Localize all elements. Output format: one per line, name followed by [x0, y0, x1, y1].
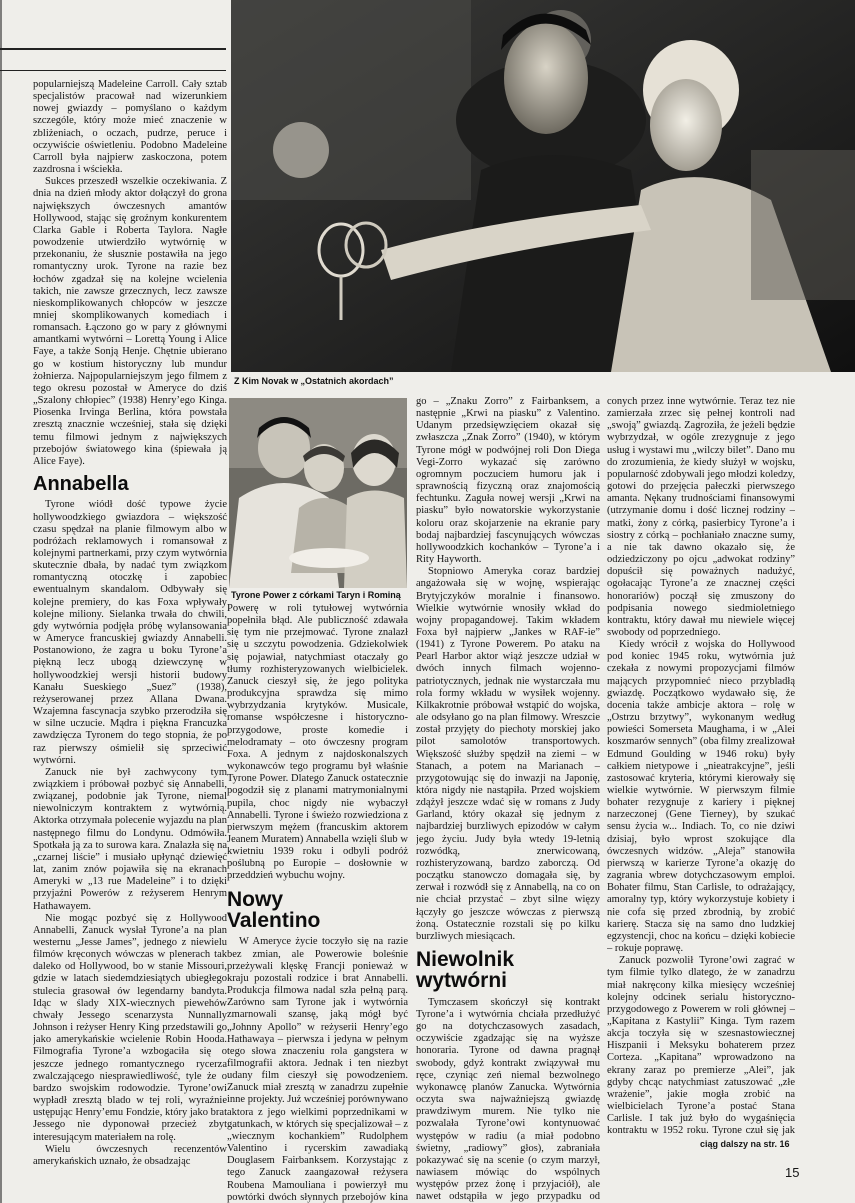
col1-paragraph: Nie mogąc pozbyć się z Hollywood Annabelli, Zanuck wysłał Tyrone’a na plan westernu „Jesse James”, jednego z niewielu filmów kręconych wówczas w plenerach tak daleko od Hollywood, bo w stanie Missouri, gdzie w latach siedemdziesiątych ubiegłego stulecia grasował ów legendarny bandyta. Idąc w ślady XIX-wiecznych piewehów chwały Jessego scenarzysta Nunnally Johnson i reżyser Henry King przedstawili go jako amerykańskie wcielenie Robin Hooda. Filmografia Tyrone’a wzbogaciła się o jeszcze jednego romantycznego rycerza zwalczającego niesprawiedliwość, tyle że o bardzo swojskim rodowodzie. Tyrone’owi wypładł zresztą blado w tej roli, wyraźnie ustępując Henry’emu Fondzie, który jako brat Jessego nie dyponował przecież zbyt interesującym materiałem na rolę.: [33, 912, 227, 1143]
col2-paragraph: Powerę w roli tytułowej wytwórnia popełniła błąd. Ale publiczność zdawała się tym nie przejmować. Tyrone znalazł się u szczytu powodzenia. Gdziekolwiek się pojawiał, natychmiast otaczały go tłumy rozhisteryzowanych wielbicielek. Zanuck cieszył się, że jego polityka produkcyjna sprawdza się mimo wybrzydzania krytyków. Musicale, romanse współczesne i historyczno-przygodowe, proste komedie i melodramaty – oto ówczesny program Foxa. A jednym z najdoskonalszych wykonawców tego programu był właśnie Tyrone Power. Dlatego Zanuck ostatecznie pogodził się z planami matrymonialnymi pupila, choc nigdy nie wybaczył Annabelli. Tyrone i świeżo rozwiedziona z pierwszym mężem (francuskim aktorem Jeanem Muratem) Annabella wzięli ślub w kwietniu 1939 roku i odbyli podróż poślubną po Europie – dosłownie w przeddzień wybuchu wojny.: [227, 603, 408, 882]
col3-paragraph: go – „Znaku Zorro” z Fairbanksem, a następnie „Krwi na piasku” z Valentino. Udanym przedsięwzięciem okazał się zwłaszcza „Znak Zorro” (1940), w którym Tyrone mógł w podwójnej roli Don Diega Vegi-Zorro wykazać się zarówno ogromnym poczuciem humoru jak i sprawnością fizyczną oraz znajomością fechtunku. Zaguła nowej wersji „Krwi na piasku” było nowatorskie wykorzystanie koloru oraz skojarzenie na ekranie pary bodaj najbardziej fascynujących wówczas hollywoodzkich kochanków – Tyrone’a i Rity Hayworth.: [416, 396, 600, 566]
page-left-edge: [0, 0, 2, 1203]
caption-daughters: Tyrone Power z córkami Taryn i Rominą: [231, 590, 401, 600]
photo-daughters: [229, 398, 407, 588]
col1-paragraph: Zanuck nie był zachwycony tym związkiem i próbował pozbyć się Annabelli, związanej, podobnie jak Tyrone, niemal niewolniczym kontraktem z wytwórnią. Aktorka otrzymała polecenie wyjazdu na plan następnego filmu do Londynu. Odmówiła. Spotkała ją za to surowa kara. Znalazła się na „czarnej liście” i musiało upłynąć dziewięć lat, zanim znów pojawiła się na ekranach Ameryki w „13 rue Madeleine” i to dzięki przyjaźni Powerów z reżyserem Henrym Hathawayem.: [33, 766, 227, 912]
col3-paragraph: Stopniowo Ameryka coraz bardziej angażowała się w wojnę, wspierając Brytyjczyków moralnie i finansowo. Wielkie wytwórnie wnosiły wkład do wojny propagandowej. Takim wkładem Foxa był najpierw „Jankes w RAF-ie” (1941) z Tyrone Powerem. Po ataku na Pearl Harbor aktor wiąż jeszcze udział w dwóch innych filmach wojenno-patriotycznych, jednak nie wystarczała mu rola formy wkładu w wysiłek wojenny. Kilkakrotnie próbował wstąpić do wojska, ale odsyłano go na plan filmowy. Wreszcie został przyjęty do piechoty morskiej jako pilot samolotów transportowych. Większość służby spędził na ziemi – w Stanach, a potem na Marianach – przygotowując się do inwazji na Japonię, która nigdy nie nastąpiła. Przed wojskiem zdążył jeszcze wdać się w romans z Judy Garland, który okazał się jednym z najbardziej burzliwych epizodów w całym jego życiu. Judy była wtedy 19-letnią rozwódką, znerwicowaną, rozhisteryzowaną, bardzo zaborczą. Od początku stanowczo domagała się, by zerwał i rozwódł się z Annabellą, na co on nie chciał przystać – zbyt silne więzy łączyły go jeszcze wówczas z pierwszą żoną. Ostatecznie rozstali się po kilku burzliwych miesiącach.: [416, 566, 600, 942]
column-4: [607, 396, 795, 1136]
col1-paragraph: popularniejszą Madeleine Carroll. Cały sztab specjalistów pracował nad wizerunkiem nowej gwiazdy – pomyślano o każdym szczególe, który może mieć znaczenie w zbliżeniach, o oczach, pudrze, peruce i oczywiście oświetleniu. Podobno Madeleine Carroll była najpierw zaskoczona, potem zazdrosna i wściekła.: [33, 79, 227, 176]
col2-paragraph: W Ameryce życie toczyło się na razie bez zmian, ale Powerowie boleśnie przeżywali klęskę Francji ponieważ w kraju pozostali rodzice i brat Annabelli. Produkcja filmowa nadal szła pełną parą. Zarówno sam Tyrone jak i wytwórnia zmarnowali szansę, jaką mógł być „Johnny Apollo” w reżyserii Henry’ego Hathawaya – pierwsza i jedyna w pełnym tego słowa znaczeniu rola gangstera w filmografii aktora. Jednak i ten niezbyt udany film cieszył się powodzeniem. Zanuck miał zresztą w zanadrzu zupełnie inne projekty. Już wcześniej porównywano aktora z jego wielkimi poprzednikami w gatunkach, w których się specjalizował – z „wiecznym kochankiem” Rudolphem Valentino i rycerskim zawadiaką Douglasem Fairbanksem. Korzystając z tego Zanuck zaangazował reżysera Roubena Mamouliana i powierzył mu powtórki dwóch słynnych przebojów kina: [227, 936, 408, 1203]
col1-paragraph: Sukces przeszedł wszelkie oczekiwania. Z dnia na dzień młody aktor dołączył do grona największych ówczesnych amantów Hollywood, stając się groźnym konkurentem Clarka Gable i Roberta Taylora. Nagłe powodzenie utwierdziło wytwórnię w przekonaniu, że słusznie postawiła na jego romantyczny urok. Tyrone na razie bez łochów zgadzał się na kolejne wcielenia takich, nie zawsze grzecznych, lecz zawsze nieskomplikowanych chłopców w jeszcze mniej skomplikowanych komediach i romansach. Łączono go w pary z głównymi amantkami wytwórni – Lorettą Young i Alice Faye, a także Sonją Henje. Chętnie ubierano go w kostium historyczny lub mundur żołnierza. Najpopularniejszym jego filmem z tego okresu pozostał w Ameryce do dziś „Szalony chłopiec” (1938) Henry’ego Kinga. Piosenka Irvinga Berlina, która powstała zresztą znacznie wcześniej, stała się dzięki temu filmowi jednym z największych przebojów światowego kina (śpiewała ją Alice Faye).: [33, 176, 227, 467]
column-3: [416, 396, 600, 1203]
top-rule-2: [0, 70, 226, 71]
col3-paragraph: Tymczasem skończył się kontrakt Tyrone’a i wytwórnia chciała przedłużyć go na dotychczasowych zasadach, oczywiście zgadzając się na wyższe honoraria. Tyrone od dawna pragnął swobody, gdyż kontrakt związywał mu ręce, czyniąc zeń niemal bezwolnego wykonawcę planów Zanucka. Wytwórnia oczyta swa najważniejszą gwiazdę prawdziwym murem. Nie tylko nie pozwalała Tyrone’owi kontynuować występów w radiu (a miał podobno świetny, „radiowy” głos), zabraniała pokazywać się na scenie (o czym marzył, nawiasem mówiąc do wspólnych występów przez żonę i przyjaciół), ale nawet odstąpiła w jego przypadku od: [416, 996, 600, 1203]
col1-paragraph: Wielu ówczesnych recenzentów amerykańskich uznało, że obsadzając: [33, 1143, 227, 1167]
heading-nowy-valentino: Nowy Valentino: [227, 887, 321, 932]
caption-novak: Z Kim Novak w „Ostatnich akordach”: [234, 376, 394, 386]
col1-paragraph: Tyrone wiódł dość typowe życie hollywoodzkiego gwiazdora – większość czasu spędzał na planie filmowym albo w podróżach reklamowych i romansował z kolejnymi partnerkami, przy czym wytwórnia skutecznie dbała, by nadać tym związkom romantyczną otoczkę i zapobiec ewentualnym skandalom. Odbywały się kolejne premiery, do kas Foxa wpływały kolejne miliony. Sielanka trwała do chwili, gdy wytwórnia podjęła próbę wylansowania w Ameryce francuskiej gwiazdy Annabelli. Postanowiono, że zagra u boku Tyrone’a piękną lecz ubogą dziewczynę w hollywoodzkiej wersji historii budowy Kanału Sueskiego „Suez” (1938), reżyserowanej przez Allana Dwana. Wzajemna fascynacja szybko przerodziła się w silne uczucie. Mądra i piękna Francuzka zawdzięcza Tyronem do tego stopnia, że po raz pierwszy ośmielił się sprzeciwić wytwórni.: [33, 499, 227, 766]
heading-niewolnik-wytworni: Niewolnik wytwórni: [416, 948, 515, 993]
column-1: [33, 79, 227, 1203]
col4-paragraph: conych przez inne wytwórnie. Teraz tez nie zamierzała zrzec się pełnej kontroli nad „swoją” gwiazdą. Zagroziła, że jeżeli będzie wybrzydzał, w ogóle zrezygnuje z jego usług i wystawi mu „wilczy bilet”. Dano mu do zrozumienia, że kiedy służył w wojsku, popularność zdobywali jego młodzi koledzy, gotowi do przejęcia pałeczki pierwszego amanta. Nękany trudnościami finansowymi (utrzymanie domu i dość licznej rodziny – matki, żony z córką, pasierbicy Tyrone’a i siostry z córką – pochłaniało znaczne sumy, a nie tak dawno okazało się, że odziedziczony po ojcu „adwokat rodziny” dopuścił się poważnych nadużyć, ogołacając Tyrone’a ze znacznej części honorariów) począł się zmuszony do podpisania nowego siedmioletniego kontraktu, który dawał mu niewiele więcej swobody od poprzedniego.: [607, 396, 795, 638]
column-2: [227, 603, 408, 1203]
col4-paragraph: Zanuck pozwolił Tyrone’owi zagrać w tym filmie tylko dlatego, że w zanadrzu miał nakręcony kilka miesięcy wcześniej kolejny odcinek serialu historyczno-przygodowego z Powerem w roli głównej – „Kapitana z Kastylii” Kinga. Tym razem akcja toczyła się w szesnastowiecznej Hiszpanii i Meksyku bohaterem przez Corteza. „Kapitana” wprowadzono na ekrany zaraz po premierze „Alei”, jak gdyby chcąc natychmiast zatuszować „złe wrażenie”, jakie mogła zrobić na wielbicielach Tyrone’a postać Stana Carlisle. I tak już było do wygaśnięcia kontraktu w 1952 roku. Tyrone czuł się jak: [607, 955, 795, 1136]
continued-note: ciąg dalszy na str. 16: [700, 1139, 790, 1149]
page-number: 15: [785, 1165, 800, 1180]
top-rule: [0, 48, 226, 50]
col4-paragraph: Kiedy wrócił z wojska do Hollywood pod koniec 1945 roku, wytwórnia już czekała z nowymi propozycjami filmów mających przypomnieć nieco przybladłą gwiazdę. Początkowo wydawało się, że docenia także ambicje aktora – rolę w „Ostrzu brzytwy”, wykonanym według powieści Somerseta Maughama, i w „Alei koszmarów sennych” (oba filmy zrealizował Edmund Goulding w 1946 roku) były całkiem nietypowe i „nieatrakcyjne”, jeśli zastosować kryteria, którymi kierowały się wielkie wytwórnie. W pierwszym filmie bohater rezygnuje z kariery i pięknej narzeczonej (Gene Tierney), by szukać sensu życia w... Indiach. To, co nie dziwi dzisiaj, było wprost szokujące dla ówczesnych widzów. „Aleja” stanowiła pierwszą w karierze Tyrone’a okazję do zagrania wbrew dotychczasowym emploi. Bohater filmu, Stan Carlisle, to odrażający, amoralny typ, który wykorzystuje kobiety i nie cofa się przed zbrodnią, by zrobić karierę. Stacza się na samo dno ludzkiej egzystencji, choc na końcu – dzięki kobiecie – rokuje poprawę.: [607, 639, 795, 955]
heading-annabella: Annabella: [33, 473, 129, 495]
photo-kim-novak: [231, 0, 855, 372]
